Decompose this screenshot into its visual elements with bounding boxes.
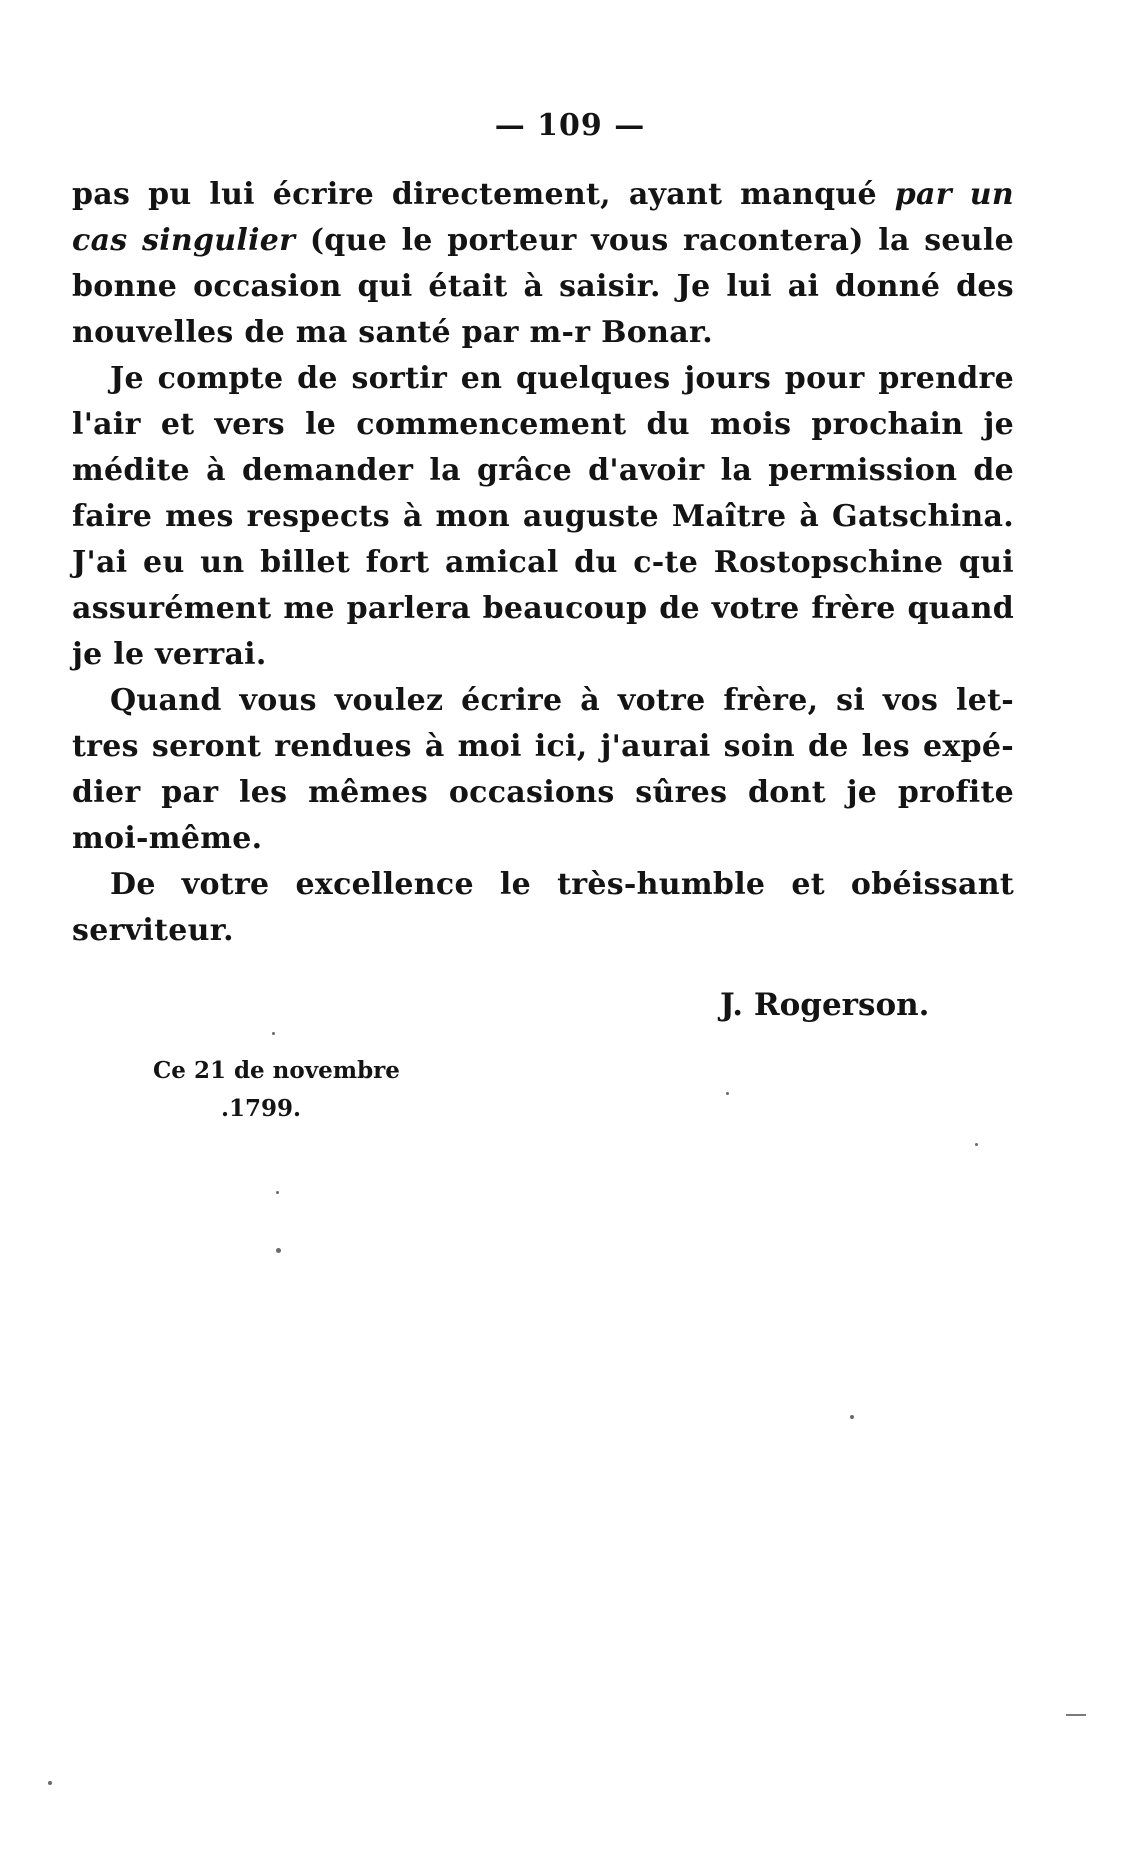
scan-speck <box>726 1092 729 1095</box>
text-line: pas pu lui écrire directement, ayant manqué par un <box>72 177 1014 212</box>
text-line: faire mes respects à mon auguste Maître à Gatschina. <box>72 499 1014 534</box>
letter-body <box>72 172 1014 954</box>
text-line: bonne occasion qui était à saisir. Je lui ai donné des <box>72 269 1014 304</box>
scan-speck <box>276 1248 281 1253</box>
scan-speck <box>272 1032 275 1035</box>
scan-speck <box>276 1191 279 1194</box>
text-line: serviteur. <box>72 913 234 948</box>
text-line: l'air et vers le commencement du mois prochain je <box>72 407 1014 442</box>
page-number: — 109 — <box>494 108 646 143</box>
text-line: J'ai eu un billet fort amical du c-te Rostopschine qui <box>72 545 1014 580</box>
text-line: je le verrai. <box>72 637 267 672</box>
text-line: tres seront rendues à moi ici, j'aurai soin de les expé- <box>72 729 1014 764</box>
text-line: moi-même. <box>72 821 263 856</box>
date-day-month: Ce 21 de novembre <box>153 1057 400 1084</box>
scan-speck <box>48 1781 52 1785</box>
text-line: dier par les mêmes occasions sûres dont je profite <box>72 775 1014 810</box>
date-line <box>153 1052 400 1128</box>
scan-speck <box>975 1143 978 1146</box>
date-year: .1799. <box>221 1095 302 1122</box>
text-line: nouvelles de ma santé par m-r Bonar. <box>72 315 714 350</box>
text-line: médite à demander la grâce d'avoir la permission de <box>72 453 1014 488</box>
text-line: cas singulier (que le porteur vous racontera) la seule <box>72 223 1015 258</box>
scan-mark <box>1066 1714 1086 1716</box>
text-line: Quand vous voulez écrire à votre frère, si vos let- <box>110 683 1014 718</box>
text-line: De votre excellence le très-humble et obéissant <box>110 867 1014 902</box>
signature: J. Rogerson. <box>720 987 930 1023</box>
scan-speck <box>850 1415 854 1419</box>
text-line: Je compte de sortir en quelques jours pour prendre <box>110 361 1014 396</box>
text-line: assurément me parlera beaucoup de votre frère quand <box>72 591 1014 626</box>
